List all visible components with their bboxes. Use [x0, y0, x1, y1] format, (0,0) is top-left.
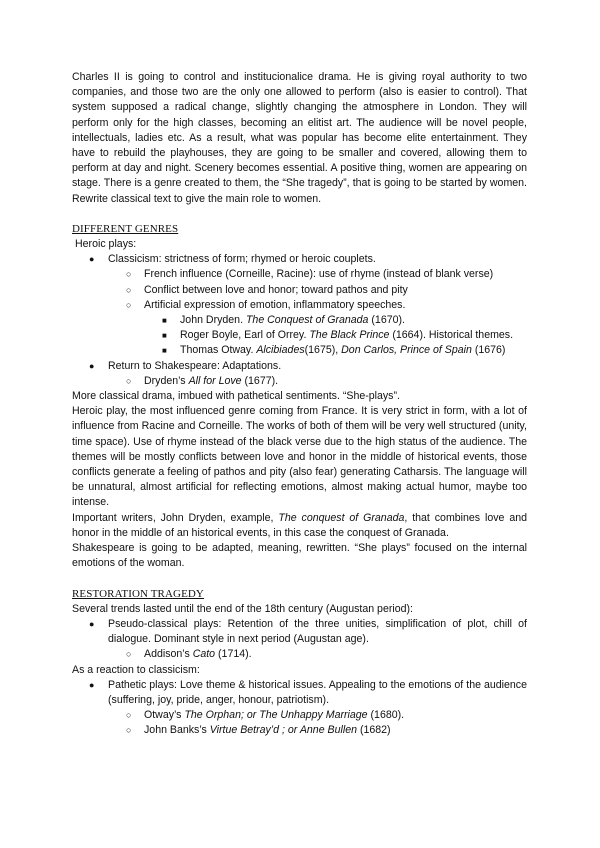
bullet-icon: ●: [89, 254, 95, 265]
list-item: [72, 343, 527, 358]
square-bullet-icon: ■: [162, 331, 167, 341]
text-run: (1676): [471, 344, 506, 357]
work-title: Don Carlos, Prince of Spain: [341, 344, 472, 357]
circle-bullet-icon: ○: [126, 375, 132, 386]
restoration-list-1: [72, 617, 527, 663]
list-item: [72, 678, 527, 708]
text-run: (1680).: [367, 709, 405, 722]
list-item-text: [144, 708, 527, 723]
text-run: (1682): [357, 724, 391, 737]
list-item: [72, 252, 527, 267]
list-item: [72, 313, 527, 328]
list-item-text: French influence (Corneille, Racine): use of rhyme (instead of blank verse): [144, 268, 494, 281]
text-run: , that combines love and honor in the middle of an historical events, in this case the conquest of Granada.: [72, 511, 527, 539]
bullet-icon: ●: [89, 679, 95, 690]
paragraph: Several trends lasted until the end of the 18th century (Augustan period):: [72, 602, 413, 615]
text-run: (1670).: [368, 314, 405, 327]
work-title: All for Love: [188, 374, 242, 387]
list-item-text: Artificial expression of emotion, inflammatory speeches.: [144, 298, 406, 311]
list-item: [72, 298, 527, 313]
text-run: (1664). Historical themes.: [389, 329, 514, 342]
intro-paragraph: Charles II is going to control and institucionalice drama. He is giving royal authority to two companies, and those two are the only one allowed to perform (also is easier to control). That system supposed a radical change, slightly changing the atmosphere in London. They will perform only for the high classes, becoming an elitist art. The audience will be novel people, intellectuals, ladies etc. As a result, what was popular has become elite entertainment. They have to rebuild the playhouses, they are going to be smaller and covered, allowing them to perform at day and night. Scenery becomes essential. A positive thing, women are appearing on stage. There is a genre created to them, the “She tragedy”, that is going to be started by women. Rewrite classical text to give the main role to women.: [72, 71, 527, 205]
list-item: [72, 359, 527, 374]
list-item: [72, 267, 527, 282]
spacer: [72, 572, 527, 587]
text-run: (1677).: [241, 374, 279, 387]
work-title: Alcibiades: [256, 344, 305, 357]
heroic-plays-label: Heroic plays:: [75, 238, 137, 251]
text-run: Thomas Otway.: [180, 344, 257, 357]
list-item-text: Pseudo-classical plays: Retention of the three unities, simplification of plot, chill of dialogue. Dominant style in next period (Augustan age).: [108, 617, 527, 646]
spacer: [72, 207, 527, 222]
text-run: (1675),: [304, 344, 342, 357]
restoration-list-2: [72, 678, 527, 739]
text-run: Important writers, John Dryden, example,: [72, 511, 279, 524]
text-run: Roger Boyle, Earl of Orrey.: [180, 329, 310, 342]
text-run: John Banks’s: [144, 724, 210, 737]
text-run: Dryden’s: [144, 374, 189, 387]
list-item: [72, 283, 527, 298]
paragraph: More classical drama, imbued with pathetical sentiments. “She-plays”.: [72, 390, 400, 403]
genres-list: [72, 252, 527, 389]
list-item-text: [144, 374, 527, 389]
paragraph: As a reaction to classicism:: [72, 663, 200, 676]
text-run: John Dryden.: [180, 314, 246, 327]
text-run: Addison’s: [144, 648, 193, 661]
work-title: The conquest of Granada: [278, 511, 405, 524]
bullet-icon: ●: [89, 360, 95, 371]
list-item-text: [180, 313, 527, 328]
list-item: [72, 617, 527, 647]
circle-bullet-icon: ○: [126, 710, 132, 721]
circle-bullet-icon: ○: [126, 725, 132, 736]
text-run: Otway’s: [144, 709, 185, 722]
list-item: [72, 723, 527, 738]
list-item: [72, 708, 527, 723]
circle-bullet-icon: ○: [126, 284, 132, 295]
circle-bullet-icon: ○: [126, 649, 132, 660]
circle-bullet-icon: ○: [126, 299, 132, 310]
work-title: The Conquest of Granada: [245, 314, 369, 327]
list-item: [72, 328, 527, 343]
list-item-text: [144, 723, 527, 738]
paragraph: Heroic play, the most influenced genre coming from France. It is very strict in form, with a lot of influence from Racine and Corneille. The works of both of them will be very well structured (unity, time space). Use of rhyme instead of the black verse due to the high status of the audience. The themes will be mostly conflicts between love and honor in the middle of historical events, those conflicts generate a feeling of pathos and pity (also fear) generating Catharsis. The language will be unnatural, almost artificial for reflecting emotions, almost making actual humor, maybe too intense.: [72, 405, 527, 509]
list-item: [72, 647, 527, 662]
bullet-icon: ●: [89, 618, 95, 629]
section-heading-restoration: RESTORATION TRAGEDY: [72, 587, 204, 600]
work-title: The Orphan; or The Unhappy Marriage: [184, 709, 368, 722]
list-item-text: [180, 328, 527, 343]
paragraph: [72, 511, 527, 541]
work-title: Virtue Betray’d ; or Anne Bullen: [209, 724, 357, 737]
list-item-text: Conflict between love and honor; toward pathos and pity: [144, 283, 408, 296]
list-item-text: Classicism: strictness of form; rhymed or heroic couplets.: [108, 253, 376, 266]
paragraph: Shakespeare is going to be adapted, meaning, rewritten. “She plays” focused on the internal emotions of the woman.: [72, 542, 527, 570]
text-run: (1714).: [215, 648, 252, 661]
circle-bullet-icon: ○: [126, 269, 132, 280]
document-page: [72, 70, 527, 739]
list-item: [72, 374, 527, 389]
list-item-text: Return to Shakespeare: Adaptations.: [108, 359, 282, 372]
list-item-text: [180, 343, 527, 358]
section-heading-genres: DIFFERENT GENRES: [72, 222, 179, 235]
work-title: The Black Prince: [309, 329, 390, 342]
work-title: Cato: [192, 648, 216, 661]
square-bullet-icon: ■: [162, 316, 167, 326]
list-item-text: Pathetic plays: Love theme & historical issues. Appealing to the emotions of the audience (suffering, joy, pride, anger, honour, patriotism).: [108, 678, 527, 706]
list-item-text: [144, 647, 527, 662]
square-bullet-icon: ■: [162, 346, 167, 356]
